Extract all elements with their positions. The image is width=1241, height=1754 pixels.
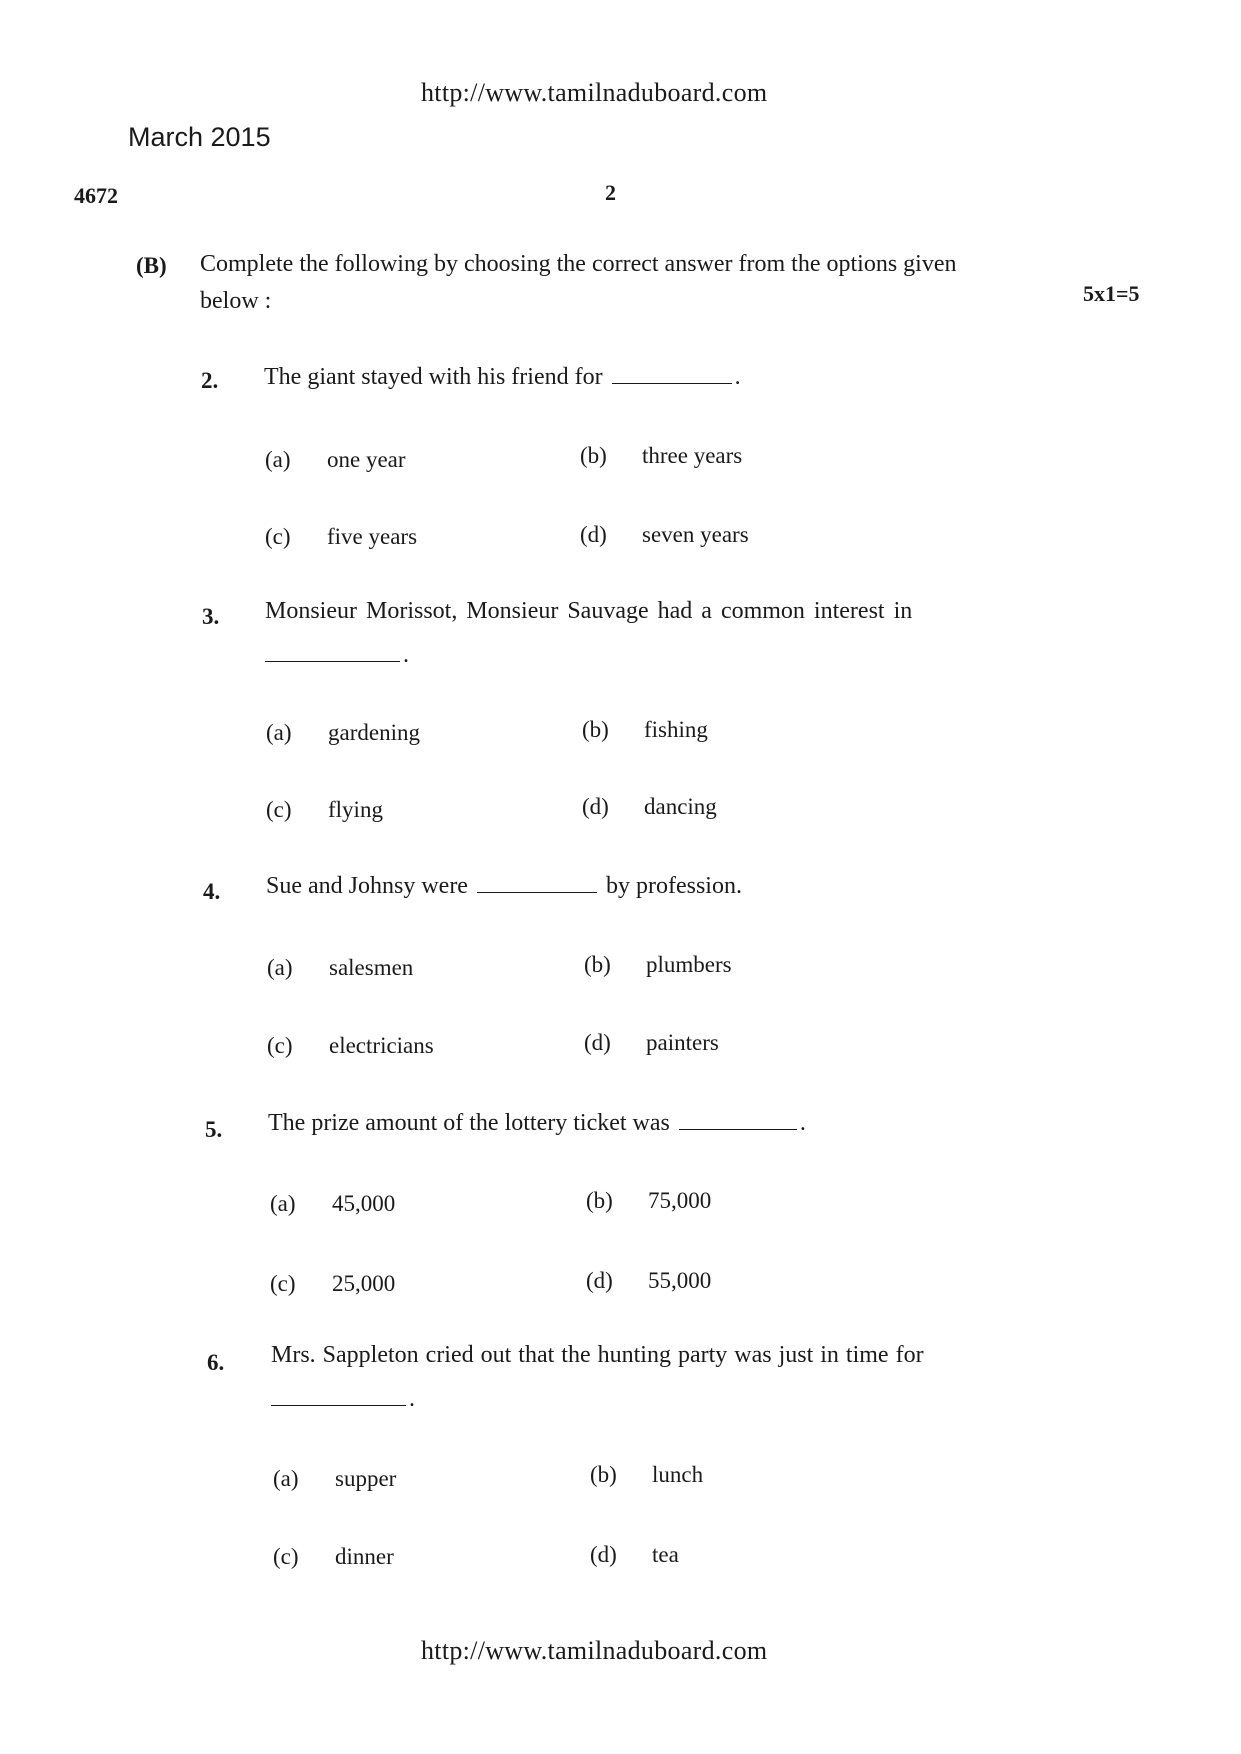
- option-d: (d) tea: [590, 1542, 679, 1567]
- question-number: 2.: [201, 368, 219, 393]
- option-a: (a) salesmen: [267, 955, 414, 980]
- option-b: (b) plumbers: [584, 952, 732, 977]
- question-text: Sue and Johnsy were by profession.: [266, 873, 742, 899]
- option-b: (b) three years: [580, 443, 743, 468]
- option-a: (a) 45,000: [270, 1191, 396, 1216]
- question-text: Monsieur Morissot, Monsieur Sauvage had a common interest in: [265, 598, 913, 624]
- section-label: (B): [136, 253, 167, 278]
- option-c: (c) flying: [266, 797, 383, 822]
- option-c: (c) dinner: [273, 1544, 394, 1569]
- option-d: (d) painters: [584, 1030, 719, 1055]
- option-a: (a) one year: [265, 447, 406, 472]
- option-a: (a) supper: [273, 1466, 397, 1491]
- option-c: (c) 25,000: [270, 1271, 396, 1296]
- question-text: Mrs. Sappleton cried out that the hunting party was just in time for: [271, 1342, 924, 1368]
- option-a: (a) gardening: [266, 720, 420, 745]
- option-c: (c) electricians: [267, 1033, 434, 1058]
- exam-date: March 2015: [128, 122, 271, 152]
- answer-blank: [612, 382, 732, 384]
- footer-url[interactable]: http://www.tamilnaduboard.com: [421, 1636, 768, 1665]
- answer-blank: [271, 1404, 406, 1406]
- header-url[interactable]: http://www.tamilnaduboard.com: [421, 78, 768, 107]
- section-instruction-line2: below :: [200, 288, 272, 314]
- option-d: (d) seven years: [580, 522, 749, 547]
- section-marks: 5x1=5: [1083, 281, 1140, 306]
- answer-blank: [477, 891, 597, 893]
- option-b: (b) 75,000: [586, 1188, 712, 1213]
- question-number: 6.: [207, 1350, 225, 1375]
- answer-blank: [265, 660, 400, 662]
- page-number: 2: [605, 180, 616, 205]
- question-number: 3.: [202, 604, 220, 629]
- paper-code: 4672: [74, 183, 118, 208]
- section-instruction-line1: Complete the following by choosing the correct answer from the options given: [200, 251, 957, 277]
- question-text-continued: .: [271, 1386, 415, 1413]
- question-text-continued: .: [265, 642, 409, 669]
- option-d: (d) 55,000: [586, 1268, 712, 1293]
- question-number: 5.: [205, 1117, 223, 1142]
- option-c: (c) five years: [265, 524, 418, 549]
- question-number: 4.: [203, 879, 221, 904]
- question-text: The giant stayed with his friend for .: [264, 364, 741, 390]
- option-d: (d) dancing: [582, 794, 717, 819]
- option-b: (b) lunch: [590, 1462, 704, 1487]
- question-text: The prize amount of the lottery ticket was .: [268, 1110, 806, 1136]
- option-b: (b) fishing: [582, 717, 708, 742]
- answer-blank: [679, 1128, 797, 1130]
